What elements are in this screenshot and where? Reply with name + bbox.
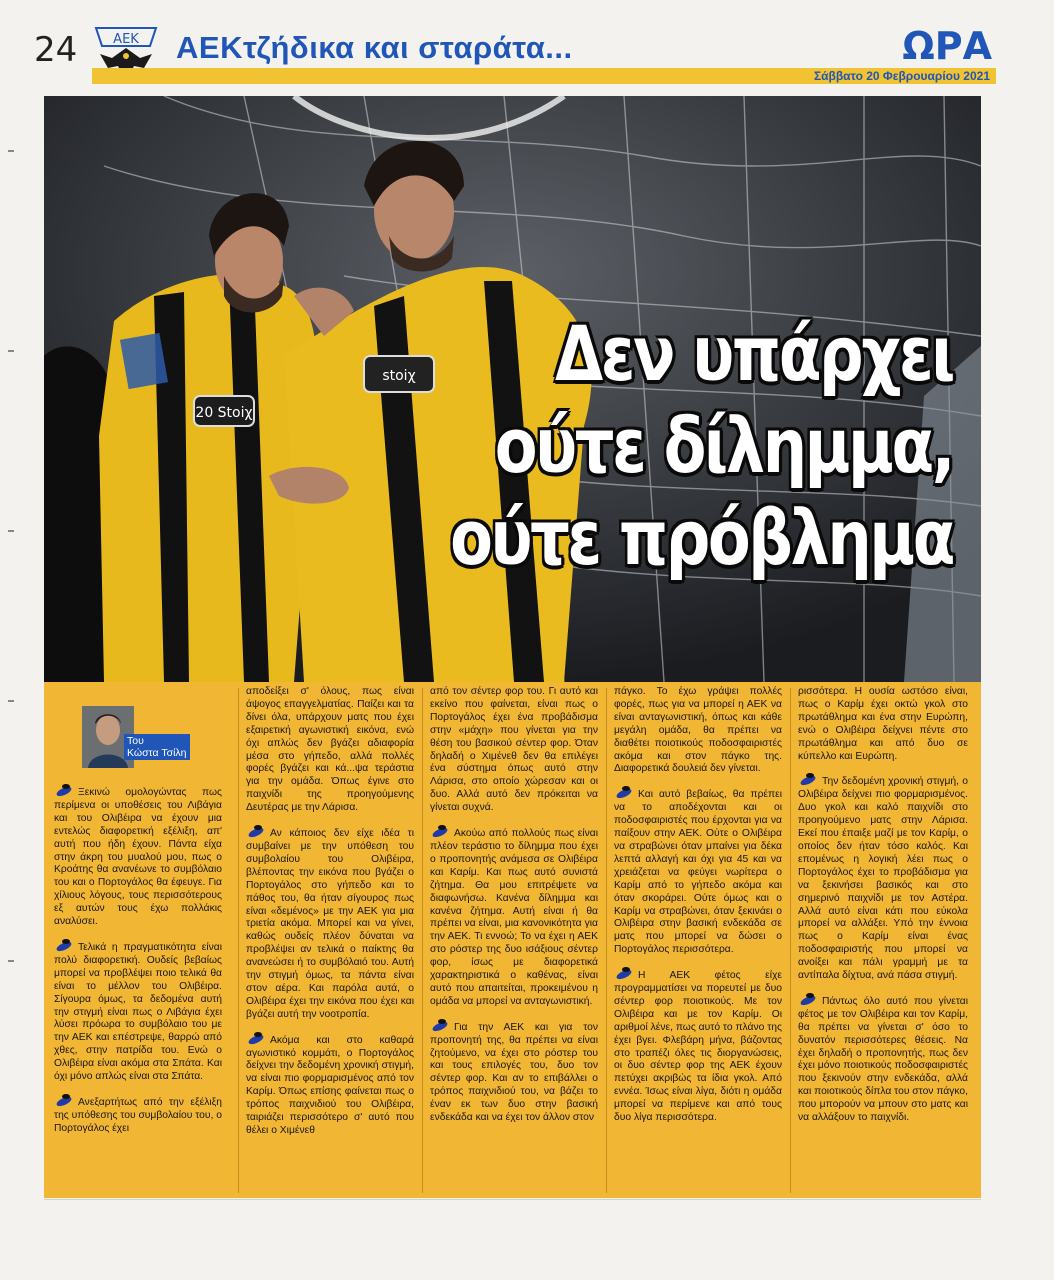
football-photo <box>44 96 981 682</box>
author-prefix: Του <box>127 735 144 747</box>
paragraph-marker-icon <box>430 1019 452 1031</box>
article-paragraph: Τελικά η πραγματικότητα είναι πολύ διαφορετική. Ουδείς βεβαίως μπορεί να προβλέψει ποιο τελικά θα είναι το μέλλον του Ολιβέιρα. Σίγουρα όμως, τα δεδομένα αυτή την στιγμή είναι πως ο Λιβάγια έχει λύσει πρόωρα το συμβόλαιο του με την ΑΕΚ και επέστρεψε, θαρρώ από χθες, στην πατρίδα του. Ενώ ο Ολιβέιρα είναι ακόμα στα Σπάτα. Και όχι μόνο απλώς είναι στα Σπάτα. <box>54 939 222 1084</box>
headline-line-3: ούτε πρόβλημα <box>450 493 953 582</box>
svg-text:stoiχ: stoiχ <box>382 368 416 384</box>
author-name: Κώστα Τσίλη <box>127 747 187 759</box>
margin-mark <box>8 150 14 152</box>
paragraph-marker-icon <box>798 993 820 1005</box>
column-divider <box>238 688 239 1193</box>
newspaper-brand: ΩΡΑ <box>902 24 992 68</box>
article-paragraph: Αν κάποιος δεν είχε ιδέα τι συμβαίνει με την υπόθεση του συμβολαίου του Ολιβέιρα, βλέποντας την εικόνα που βγάζει ο Πορτογάλος στο γήπεδο και το πάθος του, θα ήταν σίγουρος πως είναι «δεμένος» με την ΑΕΚ για μια τριετία ακόμα. Μπορεί και να γίνει, καθώς ουδείς πλέον δύναται να προβλέψει αν τελικά ο παίκτης θα ανανεώσει ή το συμβόλαιό του. Αυτή την στιγμή όμως, τα πάντα είναι στον αέρα. Και παρόλα αυτά, ο Ολιβέιρα έχει την εικόνα που έχει και βγάζει αυτή την νοοτροπία. <box>246 825 414 1022</box>
margin-mark <box>8 700 14 702</box>
article-column-3 <box>430 686 598 1135</box>
article-paragraph: αποδείξει σ' όλους, πως είναι άψογος επαγγελματίας. Παίζει και τα δίνει όλα, υπάρχουν ματς που έχει εξαιρετική αγωνιστική εικόνα, ενώ όχι απλώς δεν βγάζει αδιαφορία μέσα στο γήπεδο, αλλά πολλές φορές βγάζει και κά...ψα τεράστια για την ομάδα. Όπως έγινε στο παιχνίδι της προηγούμενης Δευτέρας με την Λάρισα. <box>246 686 414 814</box>
paragraph-marker-icon <box>614 967 636 979</box>
article-paragraph: ρισσότερα. Η ουσία ωστόσο είναι, πως ο Καρίμ έχει οκτώ γκολ στο πρωτάθλημα και ένα στην Ευρώπη, ενώ ο Ολιβέιρα δείχνει πέντε στο πρωτάθλημα και από δυο σε κύπελλο και Ευρώπη. <box>798 686 968 762</box>
article-paragraph: πάγκο. Το έχω γράψει πολλές φορές, πως για να μπορεί η ΑΕΚ να είναι ανταγωνιστική, όπως και κάθε μεγάλη ομάδα, θα πρέπει να διαθέτει ποιοτικούς ποδοσφαιριστές ακόμα και στον πάγκο της. Διαφορετικά δουλειά δεν γίνεται. <box>614 686 782 775</box>
article-column-5 <box>798 686 968 1135</box>
section-title: ΑΕΚτζήδικα και σταράτα... <box>176 30 573 65</box>
article-paragraph: Την δεδομένη χρονική στιγμή, ο Ολιβέιρα δείχνει πιο φορμαρισμένος. Δυο γκολ και καλό παιχνίδι στο προηγούμενο ματς στην Λάρισα. Εκεί που έπαιξε μαζί με τον Καρίμ, ο οποίος δεν ήταν τόσο καλός. Και επομένως η λογική λέει πως ο Πορτογάλος έχει το προβάδισμα για να ξεκινήσει βασικός και στο σημερινό παιχνίδι με τον Αστέρα. Αλλά αυτό είναι κάτι που εύκολα μπορεί να αλλάξει. Υπό την έννοια πως ο Καρίμ είναι ένας ποδοσφαιριστής που μπορεί να ανοίξει και πάλι γραμμή με τα αντίπαλα δίχτυα, ανά πάσα στιγμή. <box>798 773 968 983</box>
article-paragraph: Ακούω από πολλούς πως είναι πλέον τεράστιο το δίλημμα που έχει ο προπονητής ανάμεσα σε Ολιβέιρα και Καρίμ. Και πως αυτό συνιστά ζήτημα. Θα μου επιτρέψετε να διαφωνήσω. Κανένα δίλημμα και κανένα ζήτημα. Αυτή είναι ή θα πρέπει να είναι, μια κανονικότητα για την ΑΕΚ. Τι εννοώ; Το να έχει η ΑΕΚ στο ρόστερ της δυο ισάξιους σέντερ φορ, ίσως με διαφορετικά χαρακτηριστικά ο καθένας, είναι αυτό που απαιτείται, προκειμένου η ομάδα να μπορεί να ανταγωνιστική. <box>430 825 598 1009</box>
column-divider <box>422 688 423 1193</box>
article-column-4 <box>614 686 782 1135</box>
article-column-1 <box>54 686 222 1146</box>
headline-line-2: ούτε δίλημμα, <box>494 401 953 490</box>
article-paragraph: Ανεξαρτήτως από την εξέλιξη της υπόθεσης του συμβολαίου του, ο Πορτογάλος έχει <box>54 1094 222 1136</box>
issue-date: Σάββατο 20 Φεβρουαρίου 2021 <box>813 69 990 83</box>
paragraph-marker-icon <box>798 773 820 785</box>
column-divider <box>790 688 791 1193</box>
paragraph-marker-icon <box>54 1094 76 1106</box>
margin-mark <box>8 350 14 352</box>
paragraph-marker-icon <box>54 939 76 951</box>
margin-mark <box>8 960 14 962</box>
author-credit <box>124 734 190 760</box>
page-number: 24 <box>34 30 78 70</box>
headline-line-1: Δεν υπάρχει <box>555 309 953 398</box>
article-paragraph: Ξεκινώ ομολογώντας πως περίμενα οι υποθέσεις του Λιβάγια και του Ολιβέιρα να έχουν μια εντελώς διαφορετική εξέλιξη, απ' αυτή που ήδη έχουν. Πάντα είχα στην άκρη του μυαλού μου, πως ο Κροάτης θα ανανέωνε το συμβόλαιο του και ο Πορτογάλος θα έφευγε. Για χίλιους λόγους, τους περισσότερους εξ αυτών τους έχω πολλάκις αναλύσει. <box>54 784 222 929</box>
article-column-2 <box>246 686 414 1148</box>
headline <box>253 308 953 584</box>
article-paragraph: Και αυτό βεβαίως, θα πρέπει να το αποδέχονται και οι ποδοσφαιριστές που έρχονται για να παίξουν στην ΑΕΚ. Ούτε ο Ολιβέιρα να στραβώνει όταν μπαίνει για δέκα λεπτά αλλαγή και όχι για 45 και να χρειάζεται να φεύγει νωρίτερα ο Καρίμ από το γήπεδο ακόμα και όταν σκοράρει. Ούτε όμως και ο Καρίμ να στραβώνει, όταν ξεκινάει ο Ολιβέιρα στην βασική ενδεκάδα σε ματς που μπορεί να δώσει ο Πορτογάλος περισσότερα. <box>614 786 782 957</box>
paragraph-marker-icon <box>246 825 268 837</box>
page-bottom-rule <box>44 1199 981 1200</box>
article-paragraph: Η ΑΕΚ φέτος είχε προγραμματίσει να πορευτεί με δυο σέντερ φορ ποιοτικούς. Με τον Ολιβέιρα και με τον Καρίμ. Οι αριθμοί λένε, πως αυτό το πλάνο της έχει βγει. Φλεβάρη μήνα, βάζοντας στο τραπέζι όλες τις διοργανώσεις, οι δυο σέντερ φορ της ΑΕΚ έχουν πετύχει ακριβώς τα ίδια γκολ. Από εννέα. Ίσως είναι λίγα, διότι η ομάδα μπορεί να περίμενε και από τους δυο λίγα περισσότερα. <box>614 967 782 1125</box>
logo-text: ΑΕΚ <box>113 32 139 47</box>
author-box <box>54 686 222 784</box>
paragraph-marker-icon <box>614 786 636 798</box>
paragraph-marker-icon <box>246 1032 268 1044</box>
article-paragraph: από τον σέντερ φορ του. Γι αυτό και εκείνο που φαίνεται, είναι πως ο Πορτογάλος έχει ένα προβάδισμα στην «μάχη» που γίνεται για την θέση του βασικού σέντερ φορ. Όταν δηλαδή ο Χιμένεθ δεν θα επιλέγει ένα σύστημα όπως αυτό στην Λάρισα, στο οποίο χώρεσαν και οι δυο. Αλλά αυτό δεν πρόκειται να γίνεται συχνά. <box>430 686 598 814</box>
article-paragraph: Ακόμα και στο καθαρά αγωνιστικό κομμάτι, ο Πορτογάλος δείχνει την δεδομένη χρονική στιγμή, να είναι πιο φορμαρισμένος από τον Καρίμ. Όπως επίσης φαίνεται πως ο τρόπος παιχνιδιού του Ολιβέιρα, ταιριάζει περισσότερο σ' αυτό που θέλει ο Χιμένεθ <box>246 1032 414 1138</box>
margin-mark <box>8 530 14 532</box>
svg-text:20 Stoiχ: 20 Stoiχ <box>195 405 253 421</box>
article-paragraph: Πάντως όλο αυτό που γίνεται φέτος με τον Ολιβέιρα και τον Καρίμ, θα πρέπει να γίνεται σ' όσο το δυνατόν περισσότερες θέσεις. Να έχει δηλαδή ο προπονητής, πως δεν έχει μόνο ποιοτικούς ποδοσφαιριστές που ξεκινούν στην ενδεκάδα, αλλά και ποιοτικούς δίπλα του στον πάγκο, που μπορούν να μπουν στο ματς και να αλλάξουν το παιχνίδι. <box>798 993 968 1125</box>
article-paragraph: Για την ΑΕΚ και για τον προπονητή της, θα πρέπει να είναι ζητούμενο, να έχει στο ρόστερ του και τους επιλογές του, δυο τον σέντερ φορ. Και αν το επιβάλλει ο τρόπος παιχνιδιού του, να βάζει το έναν εκ των δυο στην βασική ενδεκάδα και να έχει τον άλλον στον <box>430 1019 598 1125</box>
paragraph-marker-icon <box>54 784 76 796</box>
article-body <box>44 682 981 1198</box>
paragraph-marker-icon <box>430 825 452 837</box>
column-divider <box>606 688 607 1193</box>
